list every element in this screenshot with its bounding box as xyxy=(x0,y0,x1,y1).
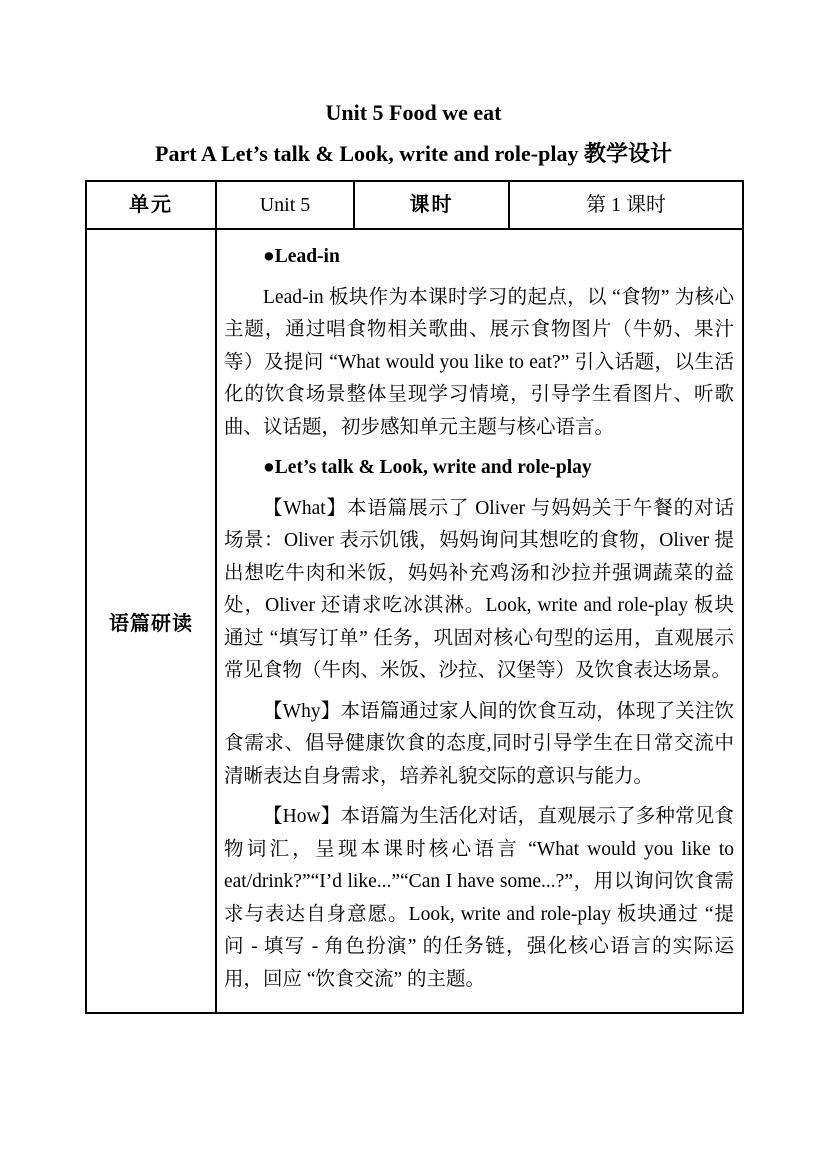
section-heading-lets-talk: ●Let’s talk & Look, write and role-play xyxy=(263,457,592,478)
period-value-cell: 第 1 课时 xyxy=(509,181,743,229)
table-header-row xyxy=(86,181,743,229)
what-paragraph: 【What】本语篇展示了 Oliver 与妈妈关于午餐的对话场景：Oliver 表示饥饿，妈妈询问其想吃的食物，Oliver 提出想吃牛肉和米饭，妈妈补充鸡汤和沙拉并强调蔬菜的益处，Oliver 还请求吃冰淇淋。Look, write and role-play 板块通过 “填写订单” 任务，巩固对核心句型的运用，直观展示常见食物（牛肉、米饭、沙拉、汉堡等）及饮食表达场景。 xyxy=(224,497,734,681)
document-subtitle: Part A Let’s talk & Look, write and role-play 教学设计 xyxy=(155,141,672,166)
text-analysis-content-cell xyxy=(216,229,743,1013)
section-heading-lead-in: ●Lead-in xyxy=(263,246,340,267)
lead-in-paragraph: Lead-in 板块作为本课时学习的起点，以 “食物” 为核心主题，通过唱食物相关歌曲、展示食物图片（牛奶、果汁等）及提问 “What would you like to eat?” 引入话题，以生活化的饮食场景整体呈现学习情境，引导学生看图片、听歌曲、议话题，初步感知单元主题与核心语言。 xyxy=(224,286,734,438)
how-paragraph: 【How】本语篇为生活化对话，直观展示了多种常见食物词汇，呈现本课时核心语言 “What would you like to eat/drink?”“I’d like...”“Can I have some...?”，用以询问饮食需求与表达自身意愿。Look, write and role-play 板块通过 “提问 - 填写 - 角色扮演” 的任务链，强化核心语言的实际运用，回应 “饮食交流” 的主题。 xyxy=(224,806,734,990)
document-title: Unit 5 Food we eat xyxy=(325,100,502,125)
table-body-row xyxy=(86,229,743,1013)
text-analysis-label-cell: 语篇研读 xyxy=(86,229,216,1013)
why-paragraph: 【Why】本语篇通过家人间的饮食互动，体现了关注饮食需求、倡导健康饮食的态度,同时引导学生在日常交流中清晰表达自身需求，培养礼貌交际的意识与能力。 xyxy=(224,700,734,787)
unit-label-cell: 单元 xyxy=(86,181,216,229)
unit-value-cell: Unit 5 xyxy=(216,181,354,229)
lesson-plan-table xyxy=(85,180,744,1014)
period-label-cell: 课时 xyxy=(354,181,509,229)
